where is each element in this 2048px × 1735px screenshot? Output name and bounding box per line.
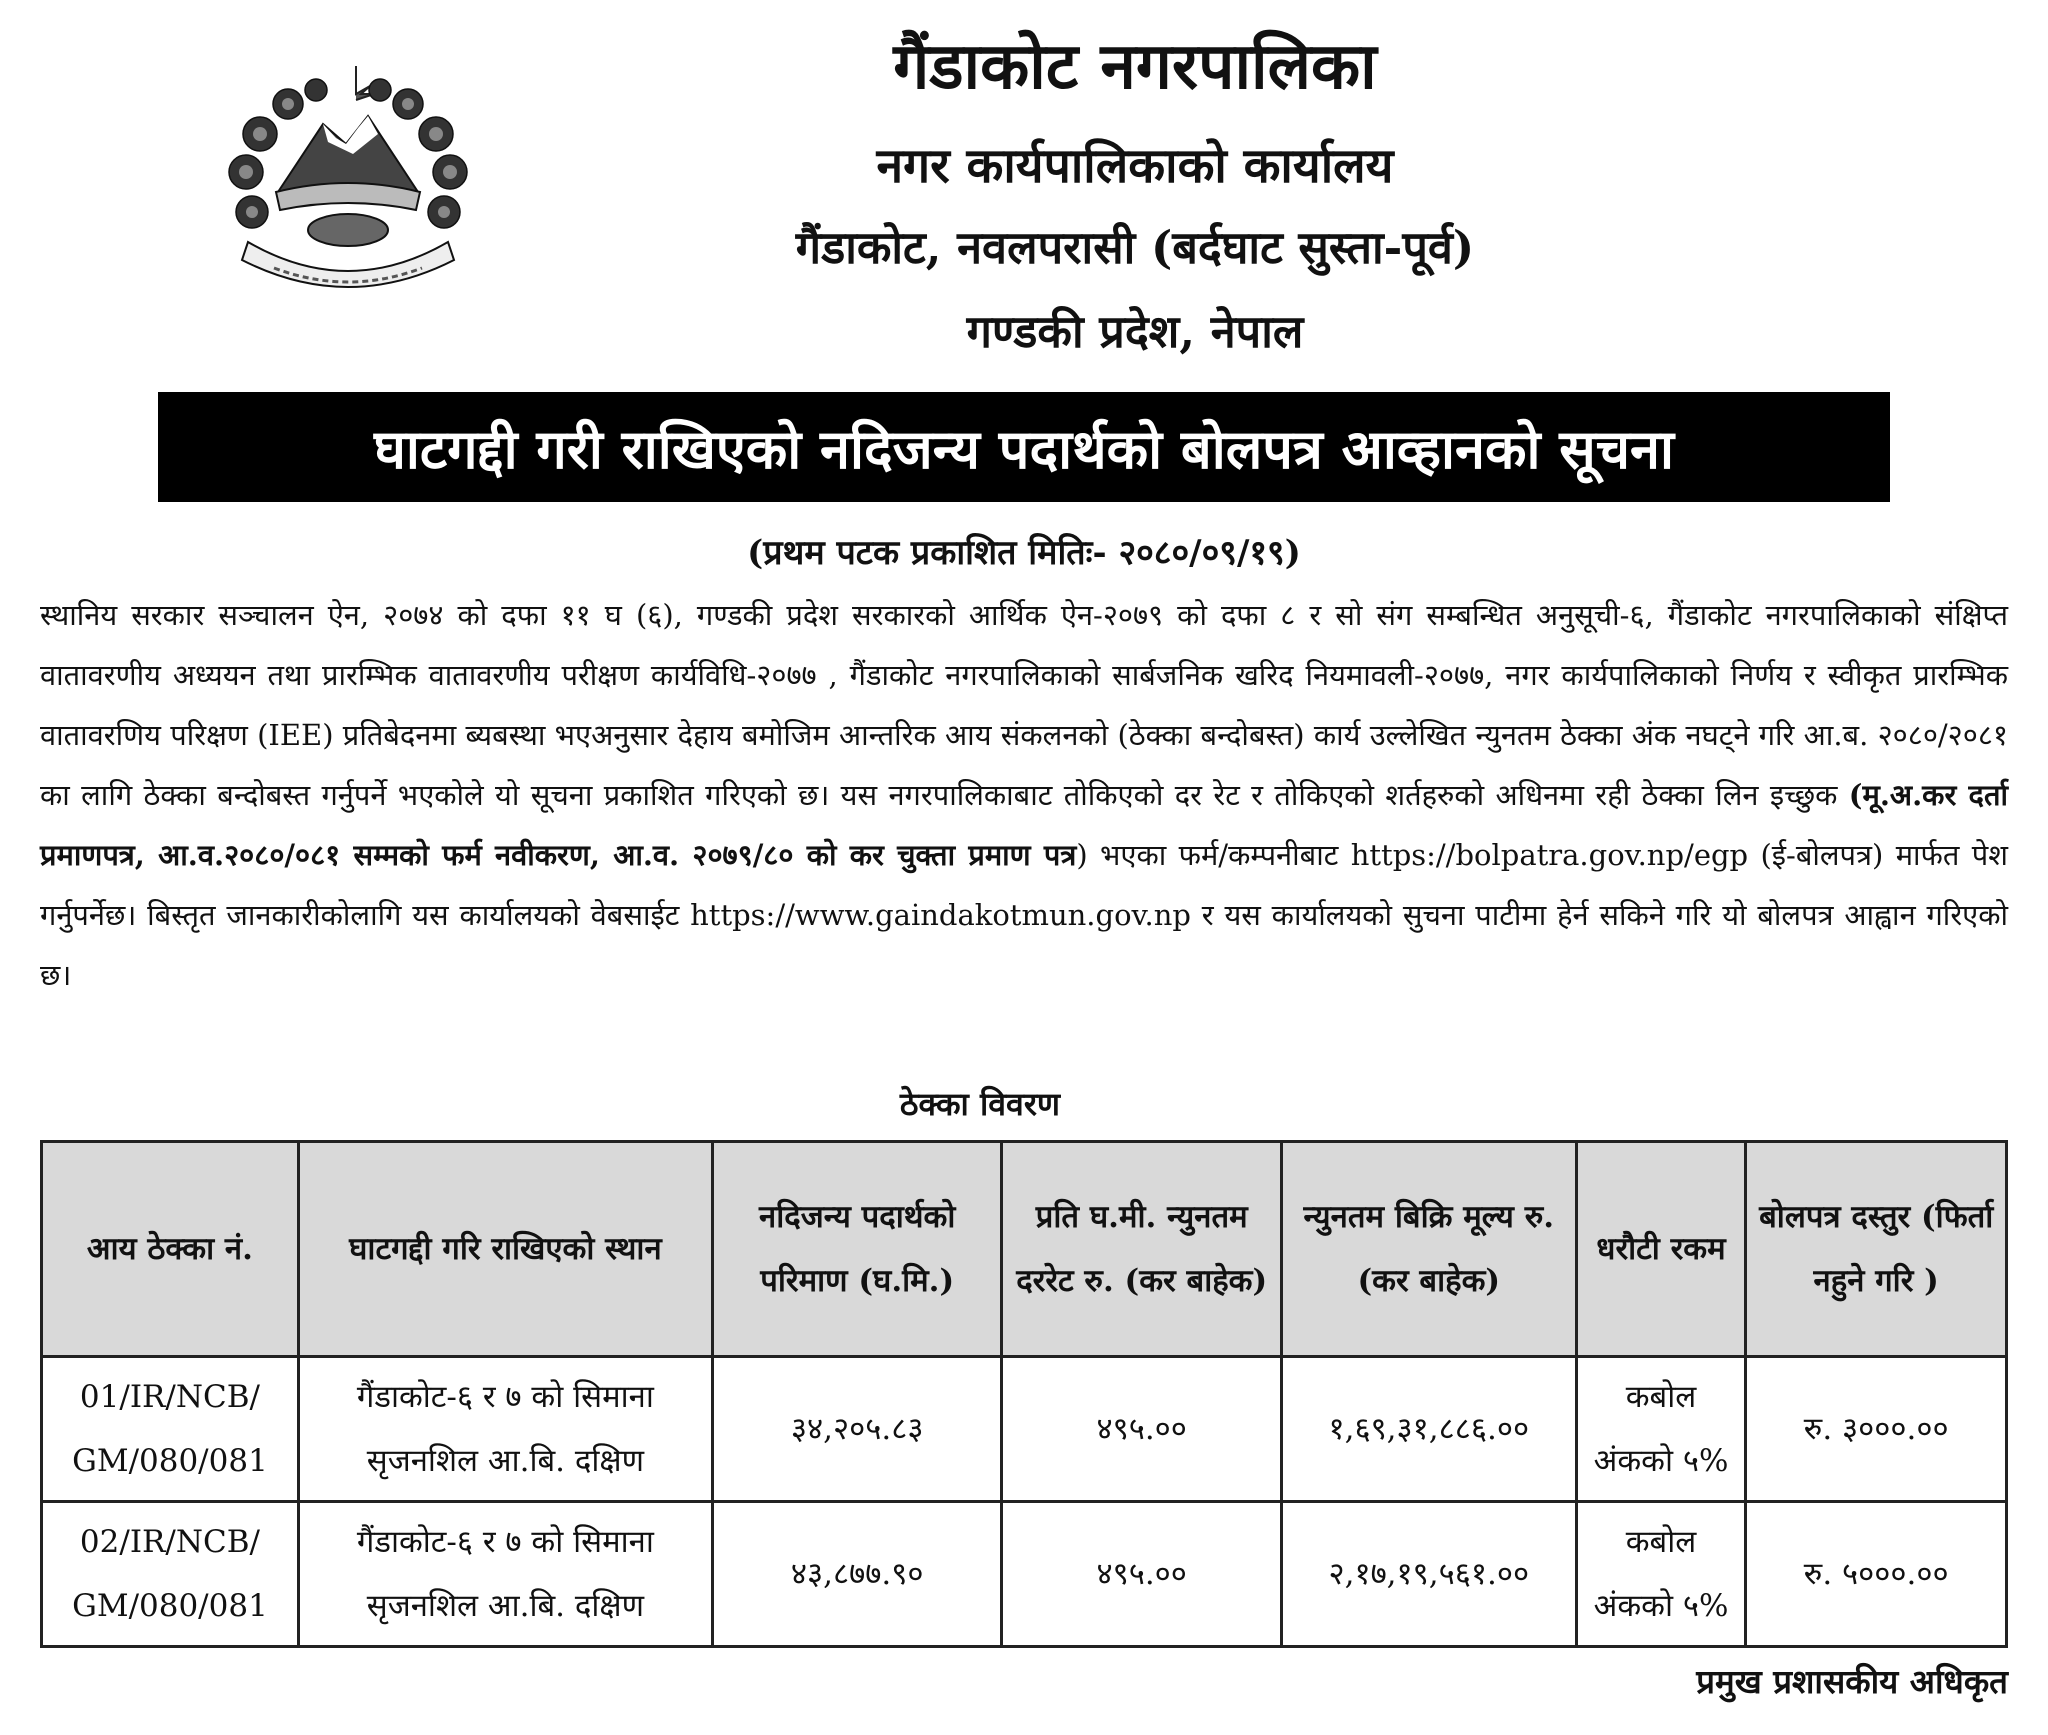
table-row bbox=[42, 1357, 2007, 1502]
notice-body-part1: स्थानिय सरकार सञ्चालन ऐन, २०७४ को दफा ११ घ (६), गण्डकी प्रदेश सरकारको आर्थिक ऐन-२०७९ को दफा ८ र सो संग सम्बन्धित अनुसूची-६, गैंडाकोट नगरपालिकाको संक्षिप्त वातावरणीय अध्ययन तथा प्रारम्भिक वातावरणीय परीक्षण कार्यविधि-२०७७ , गैंडाकोट नगरपालिकाको सार्बजनिक खरिद नियमावली-२०७७, नगर कार्यपालिकाको निर्णय र स्वीकृत प्रारम्भिक वातावरणिय परिक्षण (IEE) प्रतिबेदनमा ब्यबस्था भएअनुसार देहाय बमोजिम आन्तरिक आय संकलनको (ठेक्का बन्दोबस्त) कार्य उल्लेखित न्युनतम ठेक्का अंक नघट्ने गरि आ.ब. २०८०/२०८१ का लागि ठेक्का बन्दोबस्त गर्नुपर्ने भएकोले यो सूचना प्रकाशित गरिएको छ। यस नगरपालिकाबाट तोकिएको दर रेट र तोकिएको शर्तहरुको अधिनमा रही ठेक्का लिन इच्छुक bbox=[40, 598, 2008, 812]
column-header-fee: बोलपत्र दस्तुर (फिर्ता नहुने गरि ) bbox=[1746, 1142, 2007, 1357]
cell-location: गैंडाकोट-६ र ७ को सिमाना सृजनशिल आ.बि. दक्षिण bbox=[298, 1502, 712, 1647]
cell-contract-no: 02/IR/NCB/ GM/080/081 bbox=[42, 1502, 299, 1647]
table-header-row bbox=[42, 1142, 2007, 1357]
cell-rate: ४९५.०० bbox=[1002, 1502, 1281, 1647]
cell-fee: रु. ३०००.०० bbox=[1746, 1357, 2007, 1502]
cell-contract-no: 01/IR/NCB/ GM/080/081 bbox=[42, 1357, 299, 1502]
column-header-rate: प्रति घ.मी. न्युनतम दररेट रु. (कर बाहेक) bbox=[1002, 1142, 1281, 1357]
office-address: गैंडाकोट, नवलपरासी (बर्दघाट सुस्ता-पूर्व) bbox=[795, 221, 1475, 274]
column-header-location: घाटगद्दी गरि राखिएको स्थान bbox=[298, 1142, 712, 1357]
cell-quantity: ३४,२०५.८३ bbox=[712, 1357, 1002, 1502]
column-header-quantity: नदिजन्य पदार्थको परिमाण (घ.मि.) bbox=[712, 1142, 1002, 1357]
table-row bbox=[42, 1502, 2007, 1647]
municipality-name: गैंडाकोट नगरपालिका bbox=[893, 29, 1377, 104]
signatory-title: प्रमुख प्रशासकीय अधिकृत bbox=[1696, 1662, 2008, 1701]
column-header-contract-no: आय ठेक्का नं. bbox=[42, 1142, 299, 1357]
cell-min-price: १,६९,३१,८८६.०० bbox=[1281, 1357, 1576, 1502]
notice-body bbox=[40, 585, 2008, 1005]
cell-rate: ४९५.०० bbox=[1002, 1357, 1281, 1502]
contract-details-table bbox=[40, 1140, 2008, 1648]
cell-location: गैंडाकोट-६ र ७ को सिमाना सृजनशिल आ.बि. दक्षिण bbox=[298, 1357, 712, 1502]
notice-body-required-documents: (मू.अ.कर दर्ता प्रमाणपत्र, आ.व.२०८०/०८१ सम्मको फर्म नवीकरण, आ.व. २०७९/८० को कर चुक्ता प्रमाण पत्र bbox=[40, 778, 2008, 872]
office-name: नगर कार्यपालिकाको कार्यालय bbox=[876, 138, 1394, 194]
nepal-government-emblem bbox=[218, 64, 478, 292]
province-country: गण्डकी प्रदेश, नेपाल bbox=[966, 305, 1304, 358]
published-date: (प्रथम पटक प्रकाशित मितिः- २०८०/०९/१९) bbox=[747, 533, 1301, 573]
cell-min-price: २,१७,१९,५६१.०० bbox=[1281, 1502, 1576, 1647]
cell-deposit: कबोल अंकको ५% bbox=[1576, 1357, 1746, 1502]
column-header-min-price: न्युनतम बिक्रि मूल्य रु. (कर बाहेक) bbox=[1281, 1142, 1576, 1357]
cell-deposit: कबोल अंकको ५% bbox=[1576, 1502, 1746, 1647]
notice-body-part3: ) भएका फर्म/कम्पनीबाट https://bolpatra.gov.np/egp (ई-बोलपत्र) मार्फत पेश गर्नुपर्नेछ। बिस्तृत जानकारीकोलागि यस कार्यालयको वेबसाईट https://www.gaindakotmun.gov.np र यस कार्यालयको सुचना पाटीमा हेर्न सकिने गरि यो बोलपत्र आह्वान गरिएको छ। bbox=[40, 838, 2008, 992]
table-caption: ठेक्का विवरण bbox=[899, 1085, 1061, 1123]
cell-fee: रु. ५०००.०० bbox=[1746, 1502, 2007, 1647]
column-header-deposit: धरौटी रकम bbox=[1576, 1142, 1746, 1357]
cell-quantity: ४३,८७७.९० bbox=[712, 1502, 1002, 1647]
notice-title-banner: घाटगद्दी गरी राखिएको नदिजन्य पदार्थको बोलपत्र आव्हानको सूचना bbox=[158, 392, 1890, 502]
